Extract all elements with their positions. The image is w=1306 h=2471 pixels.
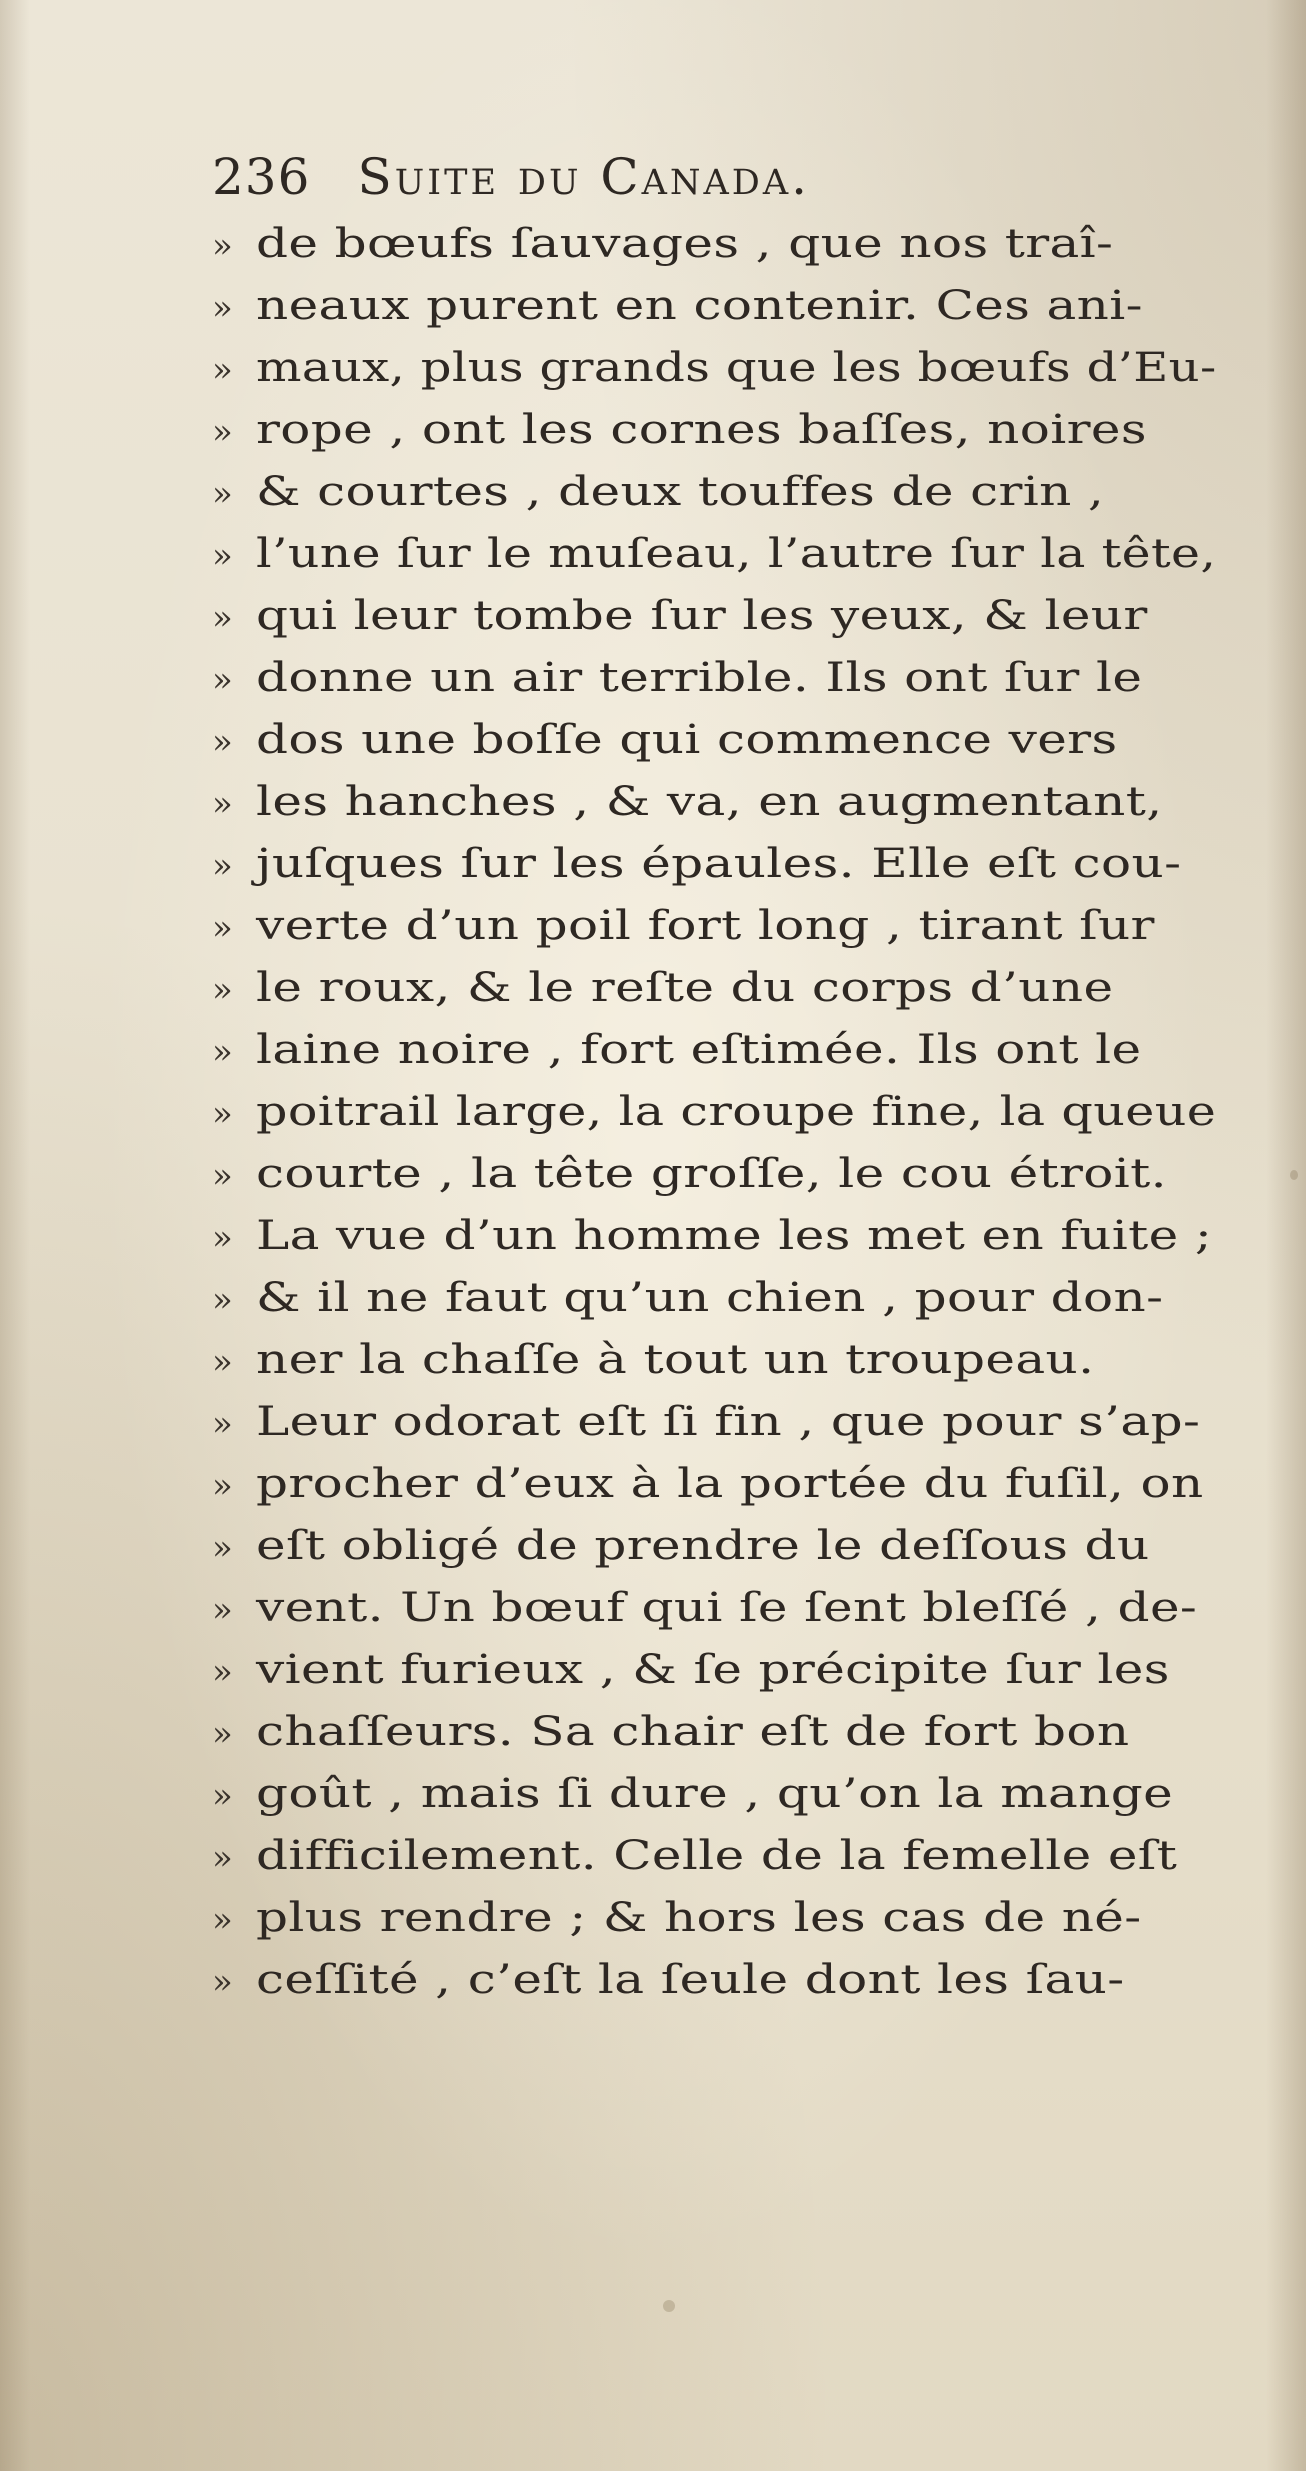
- text-line: [212, 1081, 1217, 1143]
- line-text: les hanches , & va, en augmentant,: [256, 779, 1163, 825]
- quotation-mark: »: [212, 1528, 233, 1568]
- line-text: donne un air terrible. Ils ont ſur le: [256, 655, 1143, 701]
- line-text: qui leur tombe ſur les yeux, & leur: [256, 593, 1148, 639]
- quotation-mark: »: [212, 1094, 233, 1134]
- text-line: [212, 833, 1212, 895]
- line-text: neaux purent en contenir. Ces ani-: [256, 283, 1143, 329]
- line-text: Leur odorat eſt ſi fin , que pour s’ap-: [256, 1399, 1201, 1445]
- text-line: [212, 1949, 1212, 2011]
- quotation-mark: »: [212, 1404, 233, 1444]
- text-line: [212, 585, 1212, 647]
- line-text: eſt obligé de prendre le deſſous du: [256, 1523, 1150, 1569]
- quotation-mark: »: [212, 1466, 233, 1506]
- text-line: [212, 1887, 1212, 1949]
- text-line: [212, 1453, 1212, 1515]
- text-line: [212, 213, 1212, 275]
- line-text: juſques ſur les épaules. Elle eſt cou-: [256, 841, 1182, 887]
- text-line: [212, 1391, 1212, 1453]
- quotation-mark: »: [212, 1714, 233, 1754]
- quotation-mark: »: [212, 1218, 233, 1258]
- text-line: [212, 1763, 1212, 1825]
- quotation-mark: »: [212, 226, 233, 266]
- text-line: [212, 1639, 1212, 1701]
- text-line: [212, 771, 1212, 833]
- text-line: [212, 399, 1212, 461]
- text-line: [212, 1267, 1212, 1329]
- quotation-mark: »: [212, 1156, 233, 1196]
- paper-spot: [663, 2300, 675, 2312]
- quotation-mark: »: [212, 722, 233, 762]
- line-text: & il ne faut qu’un chien , pour don-: [256, 1275, 1164, 1321]
- text-line: [212, 523, 1217, 585]
- page-edge-shadow-right: [1266, 0, 1306, 2471]
- line-text: l’une ſur le muſeau, l’autre ſur la tête,: [256, 531, 1217, 577]
- quotation-mark: »: [212, 908, 233, 948]
- text-line: [212, 1825, 1212, 1887]
- quotation-mark: »: [212, 1280, 233, 1320]
- line-text: verte d’un poil fort long , tirant ſur: [256, 903, 1155, 949]
- quotation-mark: »: [212, 970, 233, 1010]
- quotation-mark: »: [212, 1962, 233, 2002]
- line-text: laine noire , fort eſtimée. Ils ont le: [256, 1027, 1142, 1073]
- quotation-mark: »: [212, 784, 233, 824]
- line-text: chaſſeurs. Sa chair eſt de fort bon: [256, 1709, 1130, 1755]
- quotation-mark: »: [212, 1776, 233, 1816]
- line-text: le roux, & le reſte du corps d’une: [256, 965, 1114, 1011]
- quotation-mark: »: [212, 846, 233, 886]
- text-line: [212, 1701, 1212, 1763]
- line-text: dos une boſſe qui commence vers: [256, 717, 1118, 763]
- page-number: 236: [212, 148, 311, 206]
- line-text: vent. Un bœuf qui ſe ſent bleſſé , de-: [256, 1585, 1198, 1631]
- quotation-mark: »: [212, 536, 233, 576]
- text-line: [212, 895, 1212, 957]
- text-line: [212, 1205, 1212, 1267]
- page-edge-shadow-left: [0, 0, 30, 2471]
- running-head: Suite du Canada.: [357, 148, 811, 206]
- text-line: [212, 1515, 1212, 1577]
- paper-spot: [1290, 1170, 1298, 1180]
- quotation-mark: »: [212, 1652, 233, 1692]
- quotation-mark: »: [212, 1342, 233, 1382]
- quotation-mark: »: [212, 474, 233, 514]
- line-text: maux, plus grands que les bœufs d’Eu-: [256, 345, 1217, 391]
- line-text: rope , ont les cornes baſſes, noires: [256, 407, 1147, 453]
- line-text: difficilement. Celle de la femelle eſt: [256, 1833, 1178, 1879]
- line-text: plus rendre ; & hors les cas de né-: [256, 1895, 1142, 1941]
- text-line: [212, 1143, 1212, 1205]
- line-text: vient furieux , & ſe précipite ſur les: [256, 1647, 1170, 1693]
- line-text: poitrail large, la croupe fine, la queue: [256, 1089, 1217, 1135]
- quotation-mark: »: [212, 1032, 233, 1072]
- line-text: goût , mais ſi dure , qu’on la mange: [256, 1771, 1174, 1817]
- quotation-mark: »: [212, 1590, 233, 1630]
- text-line: [212, 461, 1212, 523]
- quotation-mark: »: [212, 1900, 233, 1940]
- line-text: courte , la tête groſſe, le cou étroit.: [256, 1151, 1167, 1197]
- text-line: [212, 1329, 1212, 1391]
- line-text: ner la chaſſe à tout un troupeau.: [256, 1337, 1095, 1383]
- text-line: [212, 957, 1212, 1019]
- line-text: & courtes , deux touffes de crin ,: [256, 469, 1105, 515]
- line-text: ceſſité , c’eſt la ſeule dont les ſau-: [256, 1957, 1125, 2003]
- line-text: de bœufs ſauvages , que nos traî-: [256, 221, 1114, 267]
- line-text: procher d’eux à la portée du fuſil, on: [256, 1461, 1204, 1507]
- quotation-mark: »: [212, 288, 233, 328]
- quotation-mark: »: [212, 598, 233, 638]
- text-line: [212, 1019, 1212, 1081]
- text-line: [212, 337, 1217, 399]
- line-text: La vue d’un homme les met en fuite ;: [256, 1213, 1213, 1259]
- quotation-mark: »: [212, 412, 233, 452]
- text-line: [212, 647, 1212, 709]
- text-line: [212, 709, 1212, 771]
- quotation-mark: »: [212, 660, 233, 700]
- text-line: [212, 1577, 1212, 1639]
- quotation-mark: »: [212, 350, 233, 390]
- body-text: [212, 213, 1217, 2011]
- quotation-mark: »: [212, 1838, 233, 1878]
- text-line: [212, 275, 1212, 337]
